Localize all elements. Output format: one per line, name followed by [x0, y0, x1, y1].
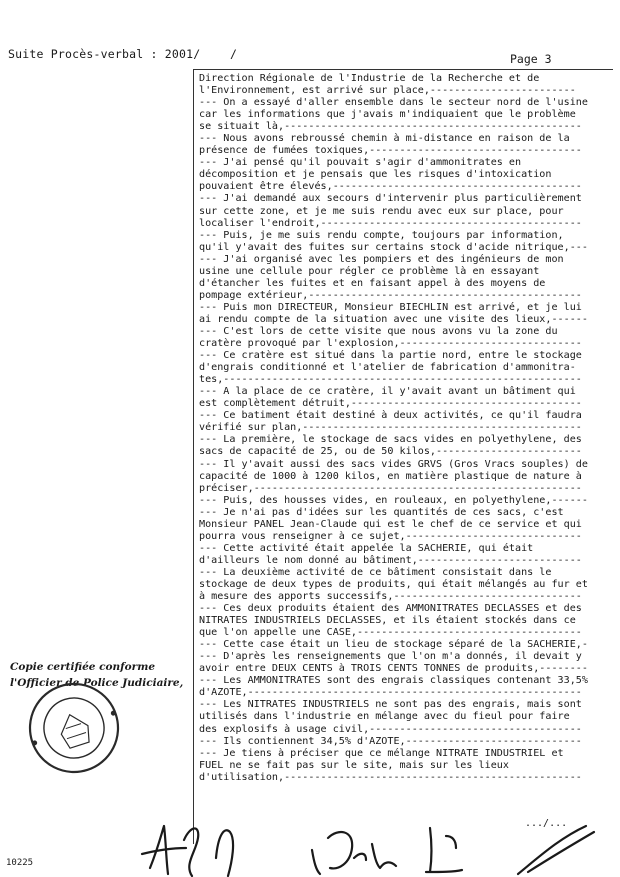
statement-line: Direction Régionale de l'Industrie de la Recherche et de: [199, 73, 540, 84]
statement-line: utilisés dans l'industrie en mélange avec du fieul pour faire: [199, 711, 570, 723]
statement-line: --- Je n'ai pas d'idées sur les quantités de ces sacs, c'est: [199, 506, 564, 518]
top-rule: [193, 69, 613, 70]
statement-line: se situait là,-------------------------------------------------: [199, 121, 582, 133]
statement-line: d'engrais conditionné et l'atelier de fabrication d'ammonitra-: [199, 362, 576, 374]
statement-line: --- J'ai organisé avec les pompiers et des ingénieurs de mon: [199, 253, 564, 265]
statement-line: sur cette zone, et je me suis rendu avec eux sur place, pour: [199, 205, 564, 217]
statement-line: Monsieur PANEL Jean-Claude qui est le chef de ce service et qui: [199, 518, 582, 530]
statement-line: usine une cellule pour régler ce problème là en essayant: [199, 265, 540, 277]
statement-body: [199, 73, 609, 784]
statement-line: d'ailleurs le nom donné au bâtiment,---------------------------: [199, 554, 582, 566]
statement-line: --- D'après les renseignements que l'on m'a donnés, il devait y: [199, 651, 582, 663]
statement-line: --- A la place de ce cratère, il y'avait avant un bâtiment qui: [199, 386, 576, 398]
certification-stamp-line-2: l'Officier de Police Judiciaire,: [10, 677, 184, 689]
statement-line: d'utilisation,-------------------------------------------------: [199, 771, 582, 783]
statement-line: des explosifs à usage civil,-----------------------------------: [199, 723, 582, 735]
document-title: Suite Procès-verbal : 2001/: [8, 47, 201, 61]
statement-line: cratère provoqué par l'explosion,------------------------------: [199, 338, 582, 350]
statement-line: ai rendu compte de la situation avec une visite des lieux,------: [199, 313, 588, 325]
statement-line: --- On a essayé d'aller ensemble dans le secteur nord de l'usine: [199, 97, 588, 109]
statement-line: --- Ce cratère est situé dans la partie nord, entre le stockage: [199, 350, 582, 362]
statement-line: --- Il y'avait aussi des sacs vides GRVS (Gros Vracs souples) de: [199, 458, 588, 470]
statement-line: pompage extérieur,---------------------------------------------: [199, 289, 582, 301]
statement-line: vérifié sur plan,----------------------------------------------: [199, 422, 582, 434]
statement-line: --- Je tiens à préciser que ce mélange NITRATE INDUSTRIEL et: [199, 747, 564, 759]
statement-line: --- Cette activité était appelée la SACHERIE, qui était: [199, 542, 534, 554]
statement-line: pourra vous renseigner à ce sujet,-----------------------------: [199, 530, 582, 542]
statement-line: --- J'ai demandé aux secours d'intervenir plus particulièrement: [199, 193, 582, 205]
statement-line: avoir entre DEUX CENTS à TROIS CENTS TONNES de produits,--------: [199, 663, 588, 675]
signatures: [140, 818, 600, 877]
statement-line: --- Puis, je me suis rendu compte, toujours par information,: [199, 229, 564, 241]
statement-line: --- Nous avons rebroussé chemin à mi-distance en raison de la: [199, 133, 570, 145]
statement-line: --- Puis, des housses vides, en rouleaux, en polyethylene,------: [199, 494, 588, 506]
statement-line: --- Les NITRATES INDUSTRIELS ne sont pas des engrais, mais sont: [199, 699, 582, 711]
statement-line: l'Environnement, est arrivé sur place,------------------------: [199, 85, 576, 97]
statement-line: NITRATES INDUSTRIELS DECLASSES, et ils étaient stockés dans ce: [199, 615, 576, 627]
statement-line: localiser l'endroit,-------------------------------------------: [199, 217, 582, 229]
statement-line: --- Ils contiennent 34,5% d'AZOTE,-----------------------------: [199, 735, 582, 747]
statement-line: d'étancher les fuites et en faisant appel à des moyens de: [199, 277, 546, 289]
statement-line: --- Ces deux produits étaient des AMMONITRATES DECLASSES et des: [199, 603, 582, 615]
statement-line: --- La deuxième activité de ce bâtiment consistait dans le: [199, 566, 552, 578]
statement-line: est complètement détruit,--------------------------------------: [199, 398, 582, 410]
police-seal-icon: [4, 660, 144, 780]
statement-line: --- La première, le stockage de sacs vides en polyethylene, des: [199, 434, 582, 446]
statement-line: sacs de capacité de 25, ou de 50 kilos,------------------------: [199, 446, 582, 458]
statement-line: FUEL ne se fait pas sur le site, mais sur les lieux: [199, 759, 509, 771]
document-title-slash: /: [230, 47, 237, 61]
statement-line: qu'il y'avait des fuites sur certains stock d'acide nitrique,---: [199, 241, 588, 253]
statement-line: que l'on appelle une CASE,-------------------------------------: [199, 627, 582, 639]
margin-rule: [193, 69, 194, 844]
statement-line: --- Les AMMONITRATES sont des engrais classiques contenant 33,5%: [199, 675, 588, 687]
continued-marker: .../...: [525, 818, 568, 829]
statement-line: capacité de 1000 à 1200 kilos, en matière plastique de nature à: [199, 470, 582, 482]
page-number: Page 3: [510, 52, 552, 66]
statement-line: --- C'est lors de cette visite que nous avons vu la zone du: [199, 325, 558, 337]
statement-line: --- J'ai pensé qu'il pouvait s'agir d'ammonitrates en: [199, 157, 522, 169]
statement-line: présence de fumées toxiques,-----------------------------------: [199, 145, 582, 157]
statement-line: d'AZOTE,-------------------------------------------------------: [199, 687, 582, 699]
statement-line: préciser,------------------------------------------------------: [199, 482, 582, 494]
statement-line: pouvaient être élevés,-----------------------------------------: [199, 181, 582, 193]
document-number: 10225: [6, 858, 34, 868]
statement-line: stockage de deux types de produits, qui était mélangés au fur et: [199, 578, 588, 590]
statement-line: car les informations que j'avais m'indiquaient que le problème: [199, 109, 576, 121]
statement-line: tes,-----------------------------------------------------------: [199, 374, 582, 386]
statement-line: à mesure des apports successifs,-------------------------------: [199, 591, 582, 603]
statement-line: décomposition et je pensais que les risques d'intoxication: [199, 169, 552, 181]
statement-line: --- Puis mon DIRECTEUR, Monsieur BIECHLIN est arrivé, et je lui: [199, 301, 582, 313]
certification-stamp-line-1: Copie certifiée conforme: [10, 661, 155, 673]
statement-line: --- Ce batiment était destiné à deux activités, ce qu'il faudra: [199, 410, 582, 422]
statement-line: --- Cette case était un lieu de stockage séparé de la SACHERIE,-: [199, 639, 588, 651]
